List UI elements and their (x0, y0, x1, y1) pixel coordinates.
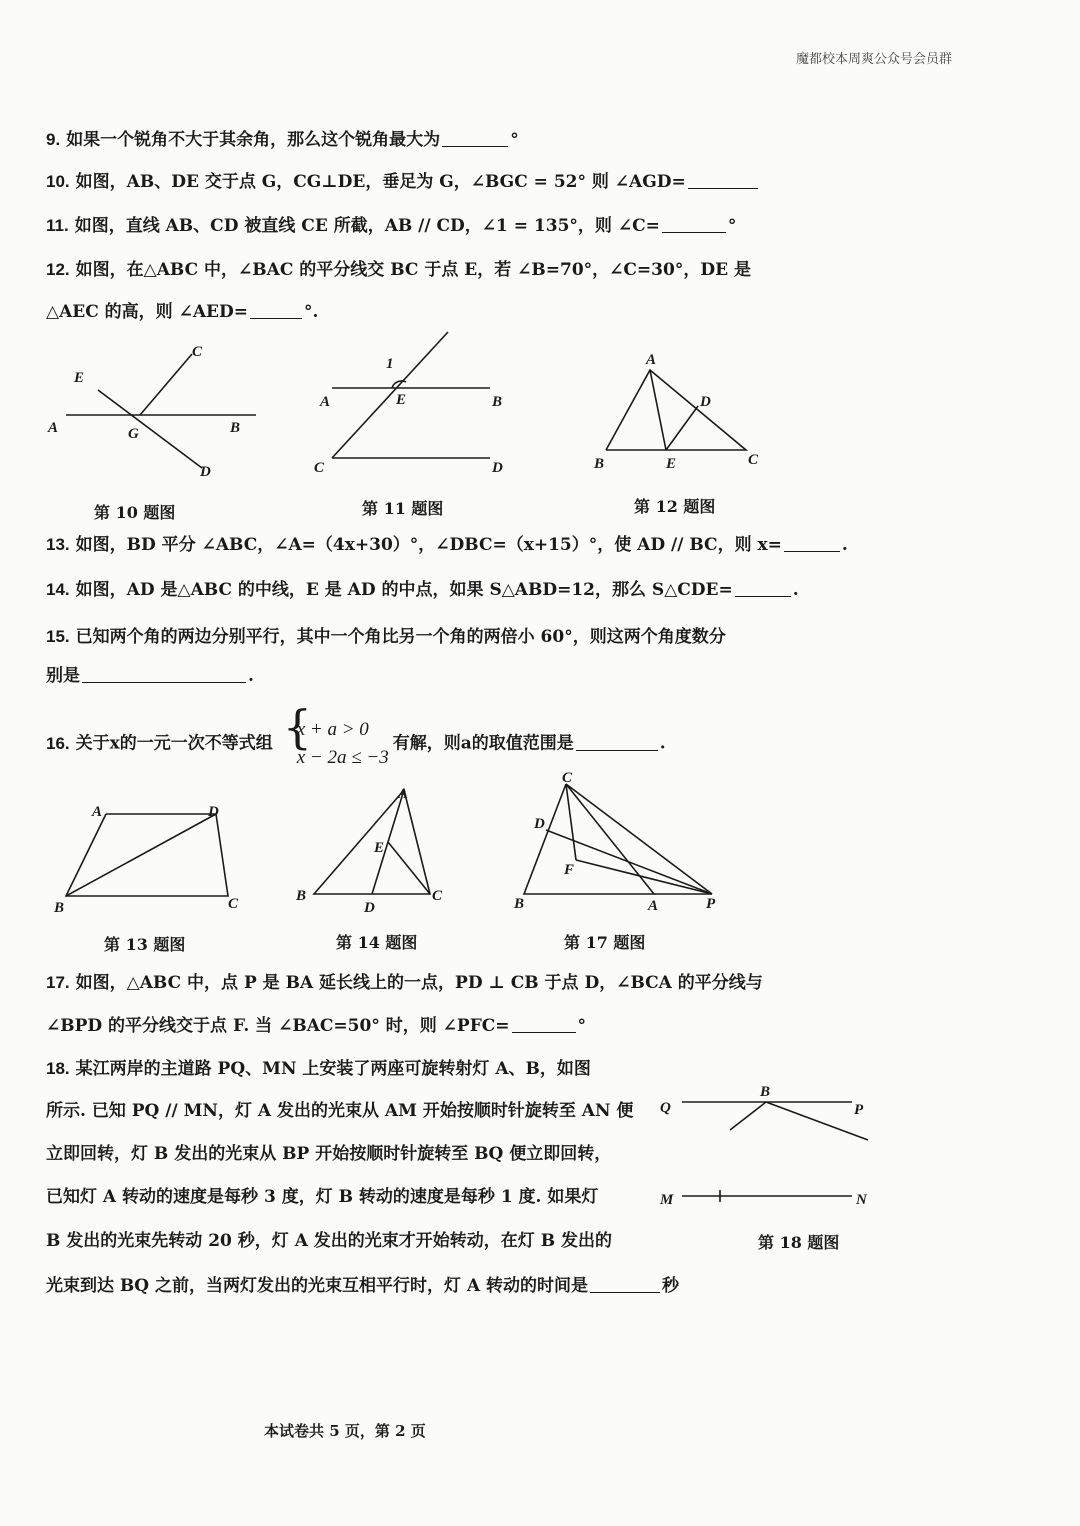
question-text-post: 有解，则a的取值范围是 (392, 733, 574, 754)
label-e: E (374, 840, 385, 856)
label-d: D (492, 460, 503, 476)
question-10 (46, 170, 760, 194)
brace-symbol: { (282, 700, 312, 754)
label-n: N (856, 1192, 867, 1208)
question-18-line4 (46, 1185, 598, 1209)
label-c: C (562, 770, 573, 786)
question-tail: . (792, 580, 799, 600)
question-number: 13. (46, 535, 70, 554)
answer-blank[interactable] (250, 302, 302, 319)
question-tail: ° (510, 130, 519, 150)
label-b: B (296, 888, 307, 904)
label-a: A (320, 394, 331, 410)
question-18-line2 (46, 1099, 633, 1123)
answer-blank[interactable] (512, 1016, 576, 1033)
triangle-abc (606, 370, 746, 450)
label-p: P (706, 896, 716, 912)
question-text: 已知两个角的两边分别平行，其中一个角比另一个角的两倍小 60°，则这两个角度数分 (75, 627, 726, 647)
diagonal-bd (66, 814, 216, 896)
question-18-line3 (46, 1142, 611, 1166)
question-number: 16. (46, 733, 70, 753)
question-14 (46, 578, 799, 602)
label-b: B (230, 420, 241, 436)
figure-12 (590, 344, 780, 474)
label-q: Q (660, 1100, 671, 1116)
caption-figure-12: 第 12 题图 (634, 497, 716, 516)
question-18-line5 (46, 1229, 612, 1253)
answer-blank[interactable] (735, 580, 791, 597)
question-text: 如图，AB、DE 交于点 G，CG⊥DE，垂足为 G，∠BGC = 52° 则 ∠AGD= (75, 172, 686, 192)
question-15-line2 (46, 664, 254, 688)
question-12-line1 (46, 258, 751, 282)
label-d: D (700, 394, 711, 410)
label-m: M (660, 1192, 674, 1208)
label-b: B (514, 896, 525, 912)
question-text: 别是 (46, 666, 80, 686)
label-a: A (646, 352, 657, 368)
question-text: 如图，BD 平分 ∠ABC，∠A=（4x+30）°，∠DBC=（x+15）°，使 AD // BC，则 x= (75, 535, 782, 555)
figure-13 (50, 796, 250, 916)
caption-figure-10: 第 10 题图 (94, 503, 176, 522)
label-g: G (128, 426, 139, 442)
question-text: B 发出的光束先转动 20 秒，灯 A 发出的光束才开始转动，在灯 B 发出的 (46, 1231, 613, 1251)
question-11 (46, 214, 736, 238)
inequality-system (282, 700, 389, 772)
question-text: 如图，直线 AB、CD 被直线 CE 所截，AB // CD，∠1 = 135°，则 ∠C= (74, 216, 660, 236)
question-number: 17. (46, 973, 70, 992)
figure-11 (310, 330, 520, 480)
question-13 (46, 533, 848, 557)
question-number: 11. (46, 216, 69, 235)
label-d: D (534, 816, 545, 832)
question-15-line1 (46, 625, 726, 649)
triangle-abc (314, 790, 430, 894)
label-b: B (594, 456, 605, 472)
light-beam-left (730, 1102, 766, 1130)
question-text: 如图，在△ABC 中，∠BAC 的平分线交 BC 于点 E，若 ∠B=70°，∠C=30°，DE 是 (75, 260, 751, 280)
label-a: A (648, 898, 659, 914)
question-text: △AEC 的高，则 ∠AED= (46, 302, 248, 322)
answer-blank[interactable] (662, 216, 726, 233)
question-12-line2 (46, 300, 318, 324)
question-text: 某江两岸的主道路 PQ、MN 上安装了两座可旋转射灯 A、B，如图 (75, 1059, 591, 1079)
question-18-line6 (46, 1274, 679, 1298)
light-beam-b (766, 1102, 868, 1140)
label-p: P (854, 1102, 864, 1118)
answer-blank[interactable] (784, 535, 840, 552)
inequality-row-2: x − 2a ≤ −3 (296, 747, 389, 768)
quadrilateral-abcd (66, 814, 228, 896)
label-e: E (396, 392, 407, 408)
question-number: 15. (46, 627, 70, 646)
label-c: C (748, 452, 759, 468)
question-text: 如图，△ABC 中，点 P 是 BA 延长线上的一点，PD ⊥ CB 于点 D，∠BCA 的平分线与 (75, 973, 763, 993)
question-number: 10. (46, 172, 70, 191)
inequality-row-1: x + a > 0 (296, 719, 369, 740)
answer-blank[interactable] (82, 666, 246, 683)
answer-blank[interactable] (590, 1276, 660, 1293)
page-footer: 本试卷共 5 页，第 2 页 (264, 1422, 426, 1440)
ray-gc (140, 354, 192, 415)
question-tail: °. (303, 302, 319, 322)
label-b: B (492, 394, 503, 410)
figure-10 (40, 340, 270, 490)
label-c: C (228, 896, 239, 912)
label-d: D (364, 900, 375, 916)
label-c: C (432, 888, 443, 904)
label-e: E (74, 370, 85, 386)
label-a: A (92, 804, 103, 820)
label-a: A (398, 786, 409, 802)
question-number: 14. (46, 580, 70, 599)
answer-blank[interactable] (688, 172, 758, 189)
answer-blank[interactable] (576, 734, 658, 751)
question-text: 光束到达 BQ 之前，当两灯发出的光束互相平行时，灯 A 转动的时间是 (46, 1276, 589, 1296)
label-f: F (564, 862, 575, 878)
figure-17 (510, 768, 730, 918)
caption-figure-18: 第 18 题图 (758, 1233, 840, 1252)
label-d: D (208, 804, 219, 820)
label-d: D (200, 464, 211, 480)
question-tail: . (841, 535, 848, 555)
height-de (666, 406, 698, 450)
label-a: A (48, 420, 59, 436)
question-text: 立即回转，灯 B 发出的光束从 BP 开始按顺时针旋转至 BQ 便立即回转， (46, 1144, 612, 1164)
question-tail: ° (727, 216, 737, 236)
caption-figure-17: 第 17 题图 (564, 933, 646, 952)
caption-figure-14: 第 14 题图 (336, 933, 418, 952)
question-text: 所示. 已知 PQ // MN，灯 A 发出的光束从 AM 开始按顺时针旋转至 AN 便 (46, 1101, 634, 1121)
question-number: 12. (46, 260, 70, 279)
bisector-pf (576, 860, 712, 894)
caption-figure-13: 第 13 题图 (104, 935, 186, 954)
line-ed (98, 390, 202, 468)
figure-18 (656, 1078, 876, 1208)
question-tail: . (248, 666, 254, 686)
line-ce (332, 332, 448, 458)
label-c: C (314, 460, 325, 476)
question-number: 18. (46, 1059, 70, 1078)
question-text: ∠BPD 的平分线交于点 F. 当 ∠BAC=50° 时，则 ∠PFC= (46, 1016, 510, 1036)
answer-blank[interactable] (442, 130, 508, 147)
label-angle-1: 1 (386, 356, 394, 372)
question-tail: . (659, 733, 666, 754)
caption-figure-11: 第 11 题图 (362, 499, 444, 518)
question-17-line1 (46, 971, 763, 995)
question-text: 如果一个锐角不大于其余角，那么这个锐角最大为 (66, 130, 441, 150)
question-18-line1 (46, 1057, 591, 1081)
question-text: 如图，AD 是△ABC 的中线，E 是 AD 的中点，如果 S△ABD=12，那么 S△CDE= (75, 580, 733, 600)
label-c: C (192, 344, 203, 360)
header-watermark-note: 魔都校本周爽公众号会员群 (795, 52, 952, 67)
question-text: 已知灯 A 转动的速度是每秒 3 度，灯 B 转动的速度是每秒 1 度. 如果灯 (46, 1187, 599, 1207)
label-b: B (760, 1084, 771, 1100)
label-e: E (666, 456, 677, 472)
question-9 (46, 128, 519, 152)
question-tail: ° (577, 1016, 587, 1036)
question-tail: 秒 (662, 1276, 680, 1296)
label-b: B (54, 900, 65, 916)
question-text: 关于x的一元一次不等式组 (75, 733, 273, 754)
figure-14 (292, 780, 462, 920)
question-16 (46, 700, 666, 772)
question-17-line2 (46, 1014, 586, 1038)
line-cp (566, 784, 712, 894)
question-number: 9. (46, 130, 61, 149)
